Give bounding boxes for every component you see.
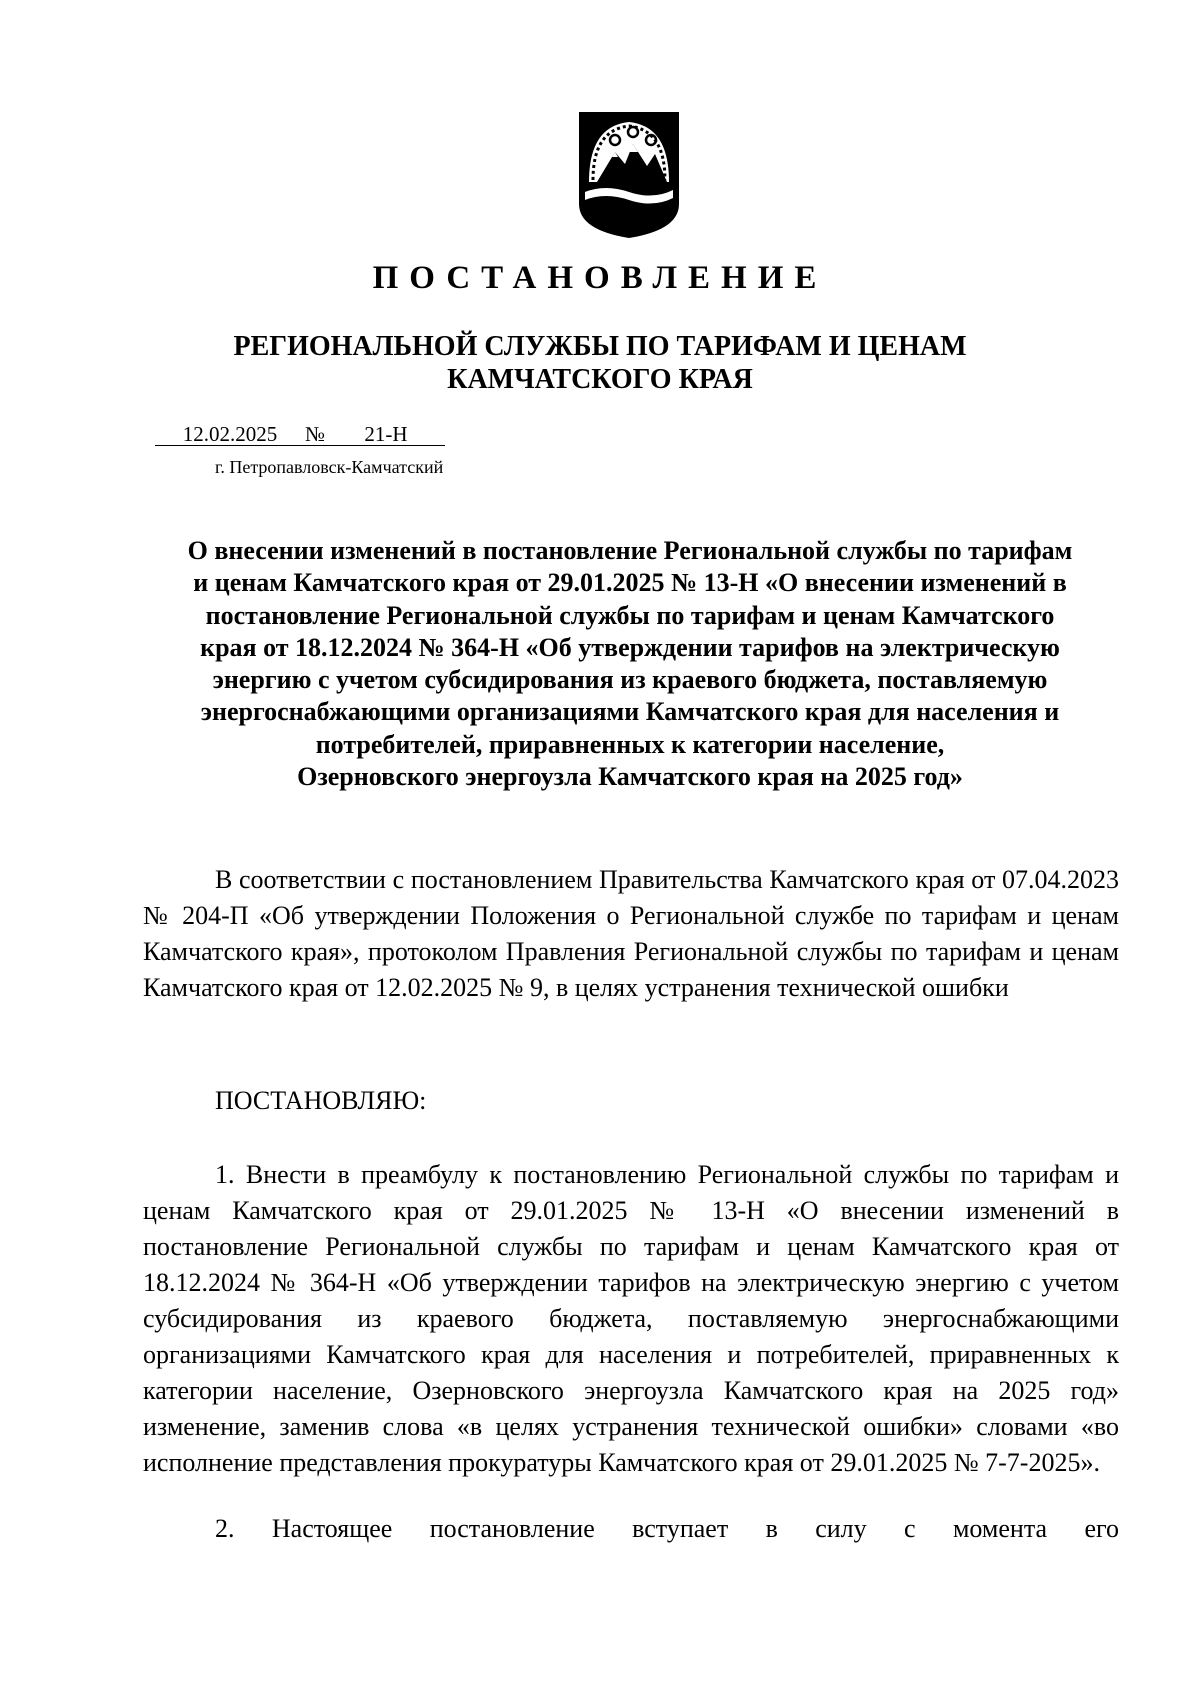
subject-line: энергоснабжающими организациями Камчатского края для населения и (200, 697, 1060, 727)
number-sign: № (305, 422, 326, 446)
registration-line (155, 421, 445, 447)
decree-word: ПОСТАНОВЛЯЮ: (215, 1086, 427, 1115)
subject-line: края от 18.12.2024 № 364-Н «Об утверждении тарифов на электрическую (200, 632, 1060, 662)
decree-item-2: 2. Настоящее постановление вступает в силу с момента его (215, 1514, 1119, 1543)
subject-line: и ценам Камчатского края от 29.01.2025 № 13-Н «О внесении изменений в (193, 568, 1067, 598)
document-number: 21-Н (327, 423, 445, 446)
issuing-authority (0, 330, 1200, 396)
city-of-issue: г. Петропавловск-Камчатский (215, 457, 444, 477)
kamchatka-coat-of-arms-icon (575, 108, 683, 240)
authority-line-2: КАМЧАТСКОГО КРАЯ (447, 364, 753, 395)
preamble-paragraph: В соответствии с постановлением Правительства Камчатского края от 07.04.2023 № 204-П «Об утверждении Положения о Региональной службе по тарифам и ценам Камчатского края», протоколом Правления Региональной службы по тарифам и ценам Камчатского края от 12.02.2025 № 9, в целях устранения технической ошибки (143, 865, 1119, 1002)
subject-line: Озерновского энергоузла Камчатского края на 2025 год» (297, 762, 963, 792)
document-type-title: ПОСТАНОВЛЕНИЕ (372, 260, 828, 296)
subject-line: энергию с учетом субсидирования из краевого бюджета, поставляемую (212, 665, 1048, 695)
subject-line: потребителей, приравненных к категории население, (315, 729, 945, 759)
document-date: 12.02.2025 (155, 423, 305, 446)
decree-item-1: 1. Внести в преамбулу к постановлению Региональной службы по тарифам и ценам Камчатского края от 29.01.2025 № 13-Н «О внесении изменений в постановление Региональной службы по тарифам и ценам Камчатского края от 18.12.2024 № 364-Н «Об утверждении тарифов на электрическую энергию с учетом субсидирования из краевого бюджета, поставляемую энергоснабжающими организациями Камчатского края для населения и потребителей, приравненных к категории население, Озерновского энергоузла Камчатского края на 2025 год» изменение, заменив слова «в целях устранения технической ошибки» словами «во исполнение представления прокуратуры Камчатского края от 29.01.2025 № 7-7-2025». (143, 1160, 1119, 1477)
authority-line-1: РЕГИОНАЛЬНОЙ СЛУЖБЫ ПО ТАРИФАМ И ЦЕНАМ (233, 331, 967, 362)
subject-line: О внесении изменений в постановление Региональной службы по тарифам (187, 536, 1073, 565)
document-subject (140, 535, 1120, 793)
subject-line: постановление Региональной службы по тарифам и ценам Камчатского (205, 600, 1055, 630)
